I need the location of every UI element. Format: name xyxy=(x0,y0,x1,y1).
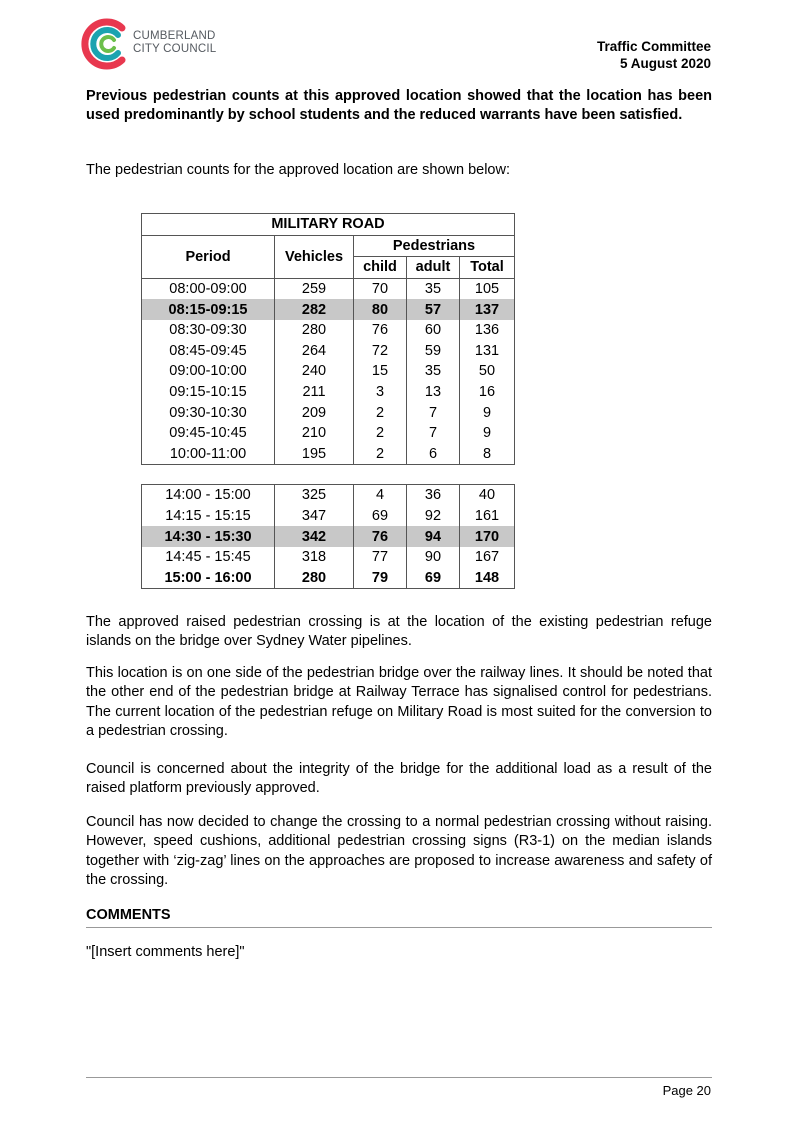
table-row xyxy=(142,444,515,465)
cell-adult: 92 xyxy=(407,506,460,527)
cell-child: 4 xyxy=(354,485,407,506)
cell-adult: 59 xyxy=(407,341,460,362)
table-row xyxy=(142,341,515,362)
paragraph-bridge: This location is on one side of the pedestrian bridge over the railway lines. It should be noted that the other end of the pedestrian bridge at Railway Terrace has signalised control for pedestrians. The current location of the pedestrian refuge on Military Road is most suited for the conversion to a pedestrian crossing. xyxy=(86,665,712,740)
meeting-date: 5 August 2020 xyxy=(619,56,711,71)
cell-period: 14:30 - 15:30 xyxy=(142,526,275,547)
cell-period: 10:00-11:00 xyxy=(142,444,275,465)
cell-child: 79 xyxy=(354,568,407,589)
cell-total: 148 xyxy=(460,568,515,589)
pedestrian-counts-table xyxy=(141,213,515,589)
col-period-header: Period xyxy=(142,235,275,278)
cell-period: 15:00 - 16:00 xyxy=(142,568,275,589)
table-row-peak xyxy=(142,526,515,547)
cell-total: 170 xyxy=(460,526,515,547)
table-row xyxy=(142,320,515,341)
cell-adult: 13 xyxy=(407,382,460,403)
cell-vehicles: 342 xyxy=(275,526,354,547)
cell-child: 70 xyxy=(354,278,407,299)
table-row xyxy=(142,423,515,444)
cell-total: 131 xyxy=(460,341,515,362)
cell-child: 2 xyxy=(354,402,407,423)
cell-vehicles: 318 xyxy=(275,547,354,568)
cell-total: 167 xyxy=(460,547,515,568)
cell-child: 15 xyxy=(354,361,407,382)
cell-adult: 57 xyxy=(407,299,460,320)
cell-period: 14:15 - 15:15 xyxy=(142,506,275,527)
table-row xyxy=(142,485,515,506)
cell-child: 2 xyxy=(354,444,407,465)
cell-child: 80 xyxy=(354,299,407,320)
cell-period: 08:45-09:45 xyxy=(142,341,275,362)
cell-vehicles: 347 xyxy=(275,506,354,527)
council-name-line2: CITY COUNCIL xyxy=(133,43,217,55)
cell-period: 09:30-10:30 xyxy=(142,402,275,423)
table-row xyxy=(142,382,515,403)
table-row xyxy=(142,547,515,568)
col-total-header: Total xyxy=(460,257,515,279)
table-header-row xyxy=(142,235,515,257)
committee-name: Traffic Committee xyxy=(596,39,711,54)
table-row xyxy=(142,361,515,382)
cell-total: 136 xyxy=(460,320,515,341)
cell-vehicles: 282 xyxy=(275,299,354,320)
cell-vehicles: 264 xyxy=(275,341,354,362)
council-name xyxy=(133,30,216,56)
cell-period: 09:00-10:00 xyxy=(142,361,275,382)
page-number: Page 20 xyxy=(662,1083,711,1098)
cell-child: 3 xyxy=(354,382,407,403)
cell-child: 69 xyxy=(354,506,407,527)
cell-child: 76 xyxy=(354,526,407,547)
table-row xyxy=(142,568,515,589)
paragraph-decision: Council has now decided to change the crossing to a normal pedestrian crossing without raising. However, speed cushions, additional pedestrian crossing signs (R3-1) on the median islands together with ‘zig-zag’ lines on the approaches are proposed to increase awareness and safety of the crossing. xyxy=(86,814,712,889)
cell-child: 77 xyxy=(354,547,407,568)
table-row-peak xyxy=(142,299,515,320)
cell-period: 14:00 - 15:00 xyxy=(142,485,275,506)
table-spacer-row xyxy=(142,465,515,485)
cell-vehicles: 240 xyxy=(275,361,354,382)
intro-bold-paragraph: Previous pedestrian counts at this approved location showed that the location has been used predominantly by school students and the reduced warrants have been satisfied. xyxy=(86,88,712,124)
table-title-row xyxy=(142,214,515,236)
cell-child: 2 xyxy=(354,423,407,444)
cell-adult: 35 xyxy=(407,278,460,299)
cell-period: 09:15-10:15 xyxy=(142,382,275,403)
cell-period: 14:45 - 15:45 xyxy=(142,547,275,568)
council-logo xyxy=(78,16,134,72)
col-child-header: child xyxy=(354,257,407,279)
cell-vehicles: 195 xyxy=(275,444,354,465)
council-name-line1: CUMBERLAND xyxy=(133,30,216,42)
cell-vehicles: 259 xyxy=(275,278,354,299)
cell-total: 9 xyxy=(460,423,515,444)
cell-vehicles: 280 xyxy=(275,320,354,341)
col-pedestrians-header: Pedestrians xyxy=(354,235,515,257)
cell-adult: 90 xyxy=(407,547,460,568)
table-row xyxy=(142,402,515,423)
cell-vehicles: 280 xyxy=(275,568,354,589)
comments-heading: COMMENTS xyxy=(86,907,712,928)
table-row xyxy=(142,506,515,527)
cell-vehicles: 325 xyxy=(275,485,354,506)
cell-child: 76 xyxy=(354,320,407,341)
cell-child: 72 xyxy=(354,341,407,362)
cell-total: 40 xyxy=(460,485,515,506)
cell-adult: 7 xyxy=(407,402,460,423)
cell-total: 50 xyxy=(460,361,515,382)
cell-total: 137 xyxy=(460,299,515,320)
cell-adult: 94 xyxy=(407,526,460,547)
comments-placeholder: "[Insert comments here]" xyxy=(86,944,245,960)
cell-vehicles: 211 xyxy=(275,382,354,403)
col-adult-header: adult xyxy=(407,257,460,279)
col-vehicles-header: Vehicles xyxy=(275,235,354,278)
intro-paragraph: The pedestrian counts for the approved location are shown below: xyxy=(86,162,510,178)
cell-adult: 36 xyxy=(407,485,460,506)
cell-vehicles: 209 xyxy=(275,402,354,423)
paragraph-concern: Council is concerned about the integrity of the bridge for the additional load as a result of the raised platform previously approved. xyxy=(86,761,712,797)
cell-adult: 35 xyxy=(407,361,460,382)
cell-total: 9 xyxy=(460,402,515,423)
cell-total: 8 xyxy=(460,444,515,465)
cell-total: 16 xyxy=(460,382,515,403)
cell-adult: 6 xyxy=(407,444,460,465)
table-title: MILITARY ROAD xyxy=(142,214,515,236)
cell-adult: 69 xyxy=(407,568,460,589)
cell-period: 08:30-09:30 xyxy=(142,320,275,341)
cell-vehicles: 210 xyxy=(275,423,354,444)
document-header xyxy=(597,38,711,72)
cell-period: 08:15-09:15 xyxy=(142,299,275,320)
cell-period: 09:45-10:45 xyxy=(142,423,275,444)
table-row xyxy=(142,278,515,299)
cell-period: 08:00-09:00 xyxy=(142,278,275,299)
cell-total: 105 xyxy=(460,278,515,299)
cell-adult: 60 xyxy=(407,320,460,341)
paragraph-crossing-location: The approved raised pedestrian crossing is at the location of the existing pedestrian refuge islands on the bridge over Sydney Water pipelines. xyxy=(86,614,712,650)
footer-divider xyxy=(86,1077,712,1078)
cell-total: 161 xyxy=(460,506,515,527)
cell-adult: 7 xyxy=(407,423,460,444)
